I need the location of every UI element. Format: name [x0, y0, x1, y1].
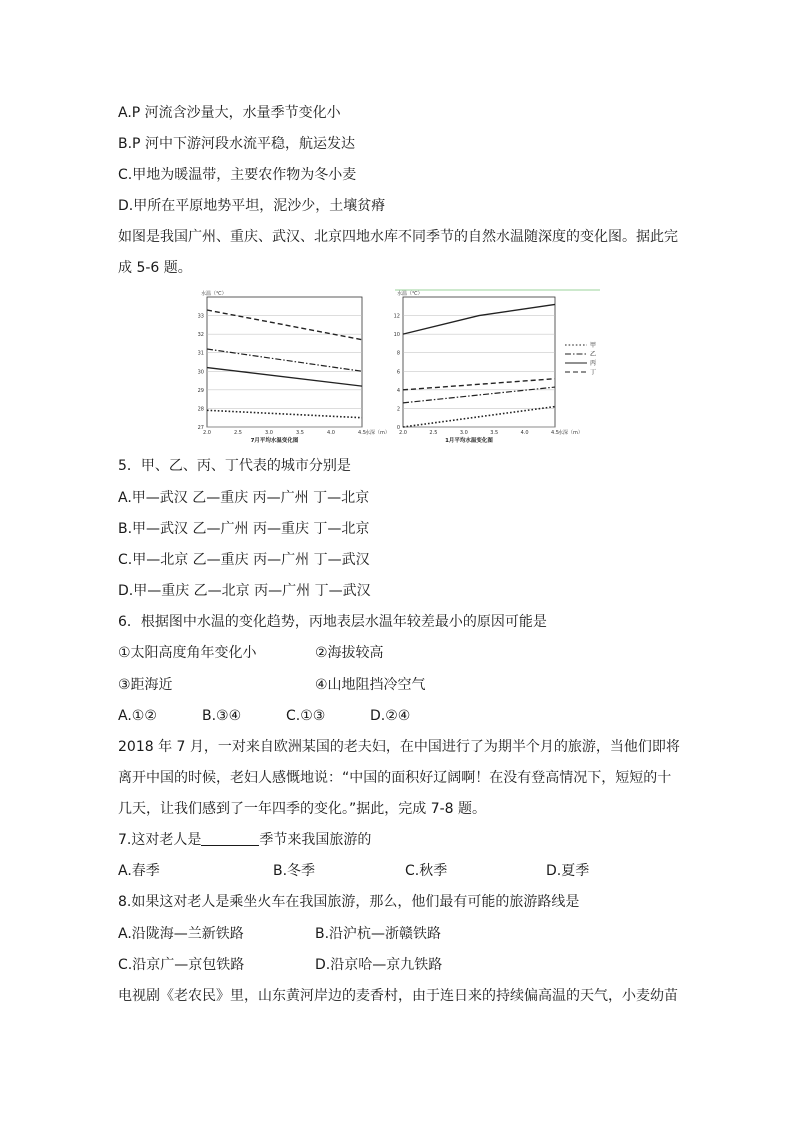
january-y-axis-label: 水温（℃） [397, 291, 423, 297]
q4-option-c: C.甲地为暖温带，主要农作物为冬小麦 [118, 167, 357, 183]
intro-7-8-line1: 2018 年 7 月，一对来自欧洲某国的老夫妇，在中国进行了为期半个月的旅游，当他们即将 [118, 739, 680, 755]
q5-stem: 5．甲、乙、丙、丁代表的城市分别是 [118, 458, 351, 474]
intro-9-line1: 电视剧《老农民》里，山东黄河岸边的麦香村，由于连日来的持续偏高温的天气，小麦幼苗 [118, 988, 678, 1004]
q6-item-2: ②海拔较高 [315, 645, 384, 661]
q6-item-4: ④山地阻挡冷空气 [315, 677, 426, 693]
july-y-tick-label: 31 [197, 350, 204, 357]
q8-stem: 8.如果这对老人是乘坐火车在我国旅游，那么，他们最有可能的旅游路线是 [118, 894, 580, 910]
july-x-tick-label: 2.5 [234, 430, 242, 436]
july-x-tick-label: 4.5 [358, 430, 366, 436]
q5-option-a: A.甲—武汉 乙—重庆 丙—广州 丁—北京 [118, 490, 370, 506]
july-y-tick-label: 30 [197, 369, 204, 376]
january-chart-title: 1月平均水温变化图 [445, 438, 493, 444]
january-y-tick-label: 4 [396, 387, 400, 394]
q6-option-d: D.②④ [370, 708, 411, 724]
july-y-tick-label: 28 [197, 406, 204, 413]
q8-option-a: A.沿陇海—兰新铁路 [118, 926, 244, 942]
january-x-tick-label: 2.0 [399, 430, 407, 436]
january-y-tick-label: 6 [396, 369, 400, 376]
intro-7-8-line2: 离开中国的时候，老妇人感慨地说：“中国的面积好辽阔啊！在没有登高情况下，短短的十 [118, 770, 672, 786]
january-x-tick-label: 3.0 [459, 430, 468, 436]
q7-answer-blank [201, 831, 259, 846]
january-series-line [403, 304, 555, 334]
january-y-tick-label: 2 [396, 406, 400, 413]
july-y-tick-label: 27 [197, 425, 204, 431]
q5-option-d: D.甲—重庆 乙—北京 丙—广州 丁—武汉 [118, 583, 371, 599]
q4-option-b: B.P 河中下游河段水流平稳，航运发达 [118, 136, 355, 152]
q7-option-d: D.夏季 [546, 863, 590, 879]
q7-stem-after: 季节来我国旅游的 [259, 832, 372, 848]
july-series-line [207, 410, 362, 417]
july-x-tick-label: 2.0 [203, 430, 211, 436]
water-temperature-charts [195, 287, 605, 447]
intro-5-6-line2: 成 5-6 题。 [118, 260, 192, 276]
january-plot-frame [403, 297, 555, 427]
january-series-line [403, 407, 555, 427]
july-x-tick-label: 4.0 [327, 430, 335, 436]
legend-label: 丙 [590, 360, 597, 367]
january-y-tick-label: 12 [393, 313, 400, 320]
q7-option-c: C.秋季 [405, 863, 448, 879]
q8-option-b: B.沿沪杭—浙赣铁路 [315, 926, 442, 942]
july-y-tick-label: 32 [197, 332, 204, 339]
intro-7-8-line3: 几天，让我们感到了一年四季的变化。”据此，完成 7-8 题。 [118, 801, 487, 817]
july-series-line [207, 349, 362, 371]
q6-option-c: C.①③ [286, 708, 326, 724]
q7-stem-before: 7.这对老人是 [118, 832, 202, 848]
legend-label: 乙 [590, 351, 597, 358]
july-x-axis-label: 水深（m） [365, 430, 390, 436]
q7-stem [118, 831, 371, 849]
january-x-tick-label: 2.5 [429, 430, 438, 436]
january-series-line [403, 387, 555, 403]
july-chart-title: 7月平均水温变化图 [250, 438, 299, 444]
january-y-tick-label: 8 [396, 350, 400, 357]
january-y-tick-label: 0 [396, 425, 400, 431]
january-x-tick-label: 4.5 [551, 430, 559, 436]
july-plot-frame [207, 297, 362, 427]
q6-option-a: A.①② [118, 708, 157, 724]
january-x-tick-label: 4.0 [520, 430, 529, 436]
july-y-axis-label: 水温（℃） [201, 291, 227, 297]
q8-option-c: C.沿京广—京包铁路 [118, 957, 245, 973]
july-x-tick-label: 3.0 [265, 430, 273, 436]
q6-option-b: B.③④ [202, 708, 242, 724]
july-x-tick-label: 3.5 [296, 430, 304, 436]
legend-label: 丁 [590, 369, 597, 376]
q4-option-d: D.甲所在平原地势平坦，泥沙少，土壤贫瘠 [118, 198, 386, 214]
july-y-tick-label: 29 [197, 387, 204, 394]
july-series-line [207, 310, 362, 340]
q7-option-b: B.冬季 [273, 863, 316, 879]
q5-option-b: B.甲—武汉 乙—广州 丙—重庆 丁—北京 [118, 521, 370, 537]
july-y-tick-label: 33 [197, 313, 204, 320]
intro-5-6-line1: 如图是我国广州、重庆、武汉、北京四地水库不同季节的自然水温随深度的变化图。据此完 [118, 229, 678, 245]
january-x-axis-label: 水深（m） [558, 430, 583, 436]
q8-option-d: D.沿京哈—京九铁路 [315, 957, 443, 973]
july-series-line [207, 368, 362, 387]
legend-label: 甲 [590, 342, 597, 349]
q4-option-a: A.P 河流含沙量大，水量季节变化小 [118, 105, 341, 121]
q6-stem: 6．根据图中水温的变化趋势，丙地表层水温年较差最小的原因可能是 [118, 614, 547, 630]
january-y-tick-label: 10 [393, 332, 400, 339]
q6-item-1: ①太阳高度角年变化小 [118, 645, 257, 661]
q5-option-c: C.甲—北京 乙—重庆 丙—广州 丁—武汉 [118, 552, 370, 568]
january-x-tick-label: 3.5 [490, 430, 499, 436]
q7-option-a: A.春季 [118, 863, 160, 879]
q6-item-3: ③距海近 [118, 677, 173, 693]
january-series-line [403, 379, 555, 390]
